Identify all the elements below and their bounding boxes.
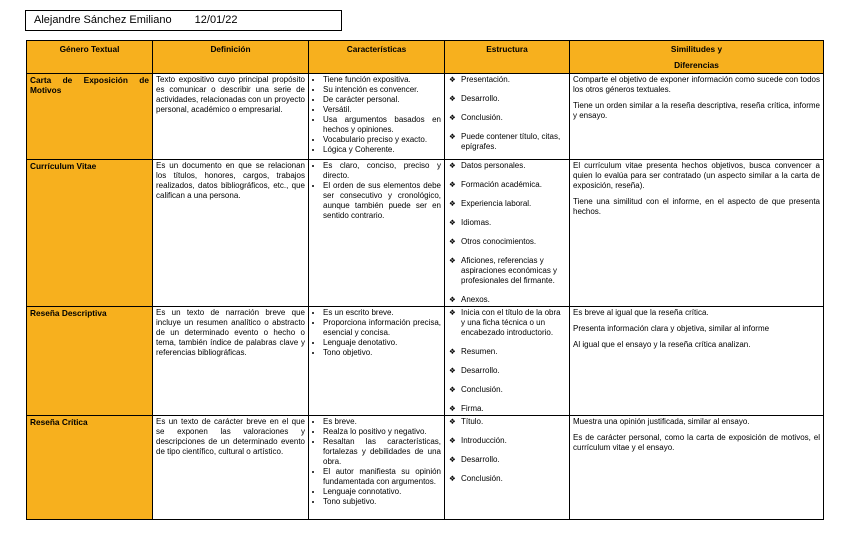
structure-item: ❖ Idiomas.: [449, 218, 566, 228]
similarity-paragraph: Presenta información clara y objetiva, similar al informe: [573, 324, 770, 333]
characteristic-item: • Tono objetivo.: [323, 348, 441, 358]
definition-cell: Es un documento en que se relacionan los títulos, honores, cargos, trabajos realizados, datos bibliográficos, etc., que califican a una persona.: [153, 160, 309, 307]
structure-item: ❖ Conclusión.: [449, 113, 566, 123]
characteristic-item: • Proporciona información precisa, esencial y concisa.: [323, 318, 441, 338]
characteristic-item: • Es claro, conciso, preciso y directo.: [323, 161, 441, 181]
characteristic-item: • Lenguaje denotativo.: [323, 338, 441, 348]
characteristic-item: • Realza lo positivo y negativo.: [323, 427, 441, 437]
structure-item: ❖ Desarrollo.: [449, 455, 566, 465]
structure-cell: [445, 416, 570, 520]
structure-cell: [445, 307, 570, 416]
characteristics-cell: [309, 416, 445, 520]
structure-item: ❖ Desarrollo.: [449, 94, 566, 104]
structure-item: ❖ Resumen.: [449, 347, 566, 357]
similarities-cell: [570, 307, 824, 416]
header-similarities-line2: Diferencias: [674, 60, 719, 70]
genre-cell: Reseña Descriptiva: [27, 307, 153, 416]
characteristic-item: • Tono subjetivo.: [323, 497, 441, 507]
characteristic-item: • Vocabulario preciso y exacto.: [323, 135, 441, 145]
characteristic-item: • El autor manifiesta su opinión fundamentada con argumentos.: [323, 467, 441, 487]
characteristic-item: • Versátil.: [323, 105, 441, 115]
characteristic-item: • Es breve.: [323, 417, 441, 427]
definition-cell: Texto expositivo cuyo principal propósito es comunicar o describir una serie de actividades, relacionadas con un proyecto personal, académico o empresarial.: [153, 74, 309, 160]
characteristic-item: • Es un escrito breve.: [323, 308, 441, 318]
genre-cell: Carta de Exposición de Motivos: [27, 74, 153, 160]
table-row: [27, 160, 824, 307]
definition-cell: Es un texto de narración breve que incluye un resumen analítico o abstracto de un determinado evento o hecho o tema, también índice de palabras clave y referencias bibliográficas.: [153, 307, 309, 416]
structure-item: ❖ Datos personales.: [449, 161, 566, 171]
similarity-paragraph: El currículum vitae presenta hechos objetivos, busca convencer a quien lo evalúa para ser contratado (un aspecto similar a la carta de exposición, reseña).: [573, 161, 820, 190]
structure-cell: [445, 74, 570, 160]
structure-item: ❖ Presentación.: [449, 75, 566, 85]
table-row: [27, 416, 824, 520]
similarity-paragraph: Es de carácter personal, como la carta de exposición de motivos, el currículum vitae y el ensayo.: [573, 433, 820, 452]
table-row: [27, 307, 824, 416]
characteristics-cell: [309, 160, 445, 307]
header-structure: Estructura: [445, 41, 570, 74]
genre-cell: Reseña Crítica: [27, 416, 153, 520]
characteristic-item: • Resaltan las características, fortalezas y debilidades de una obra.: [323, 437, 441, 467]
author-date-box: [25, 10, 342, 31]
similarity-paragraph: Muestra una opinión justificada, similar al ensayo.: [573, 417, 750, 426]
structure-item: ❖ Conclusión.: [449, 385, 566, 395]
similarities-cell: [570, 74, 824, 160]
structure-item: ❖ Inicia con el título de la obra y una ficha técnica o un encabezado introductorio.: [449, 308, 566, 338]
similarity-paragraph: Al igual que el ensayo y la reseña crítica analizan.: [573, 340, 751, 349]
characteristic-item: • Lenguaje connotativo.: [323, 487, 441, 497]
document-date: 12/01/22: [194, 14, 238, 26]
structure-item: ❖ Formación académica.: [449, 180, 566, 190]
header-characteristics: Características: [309, 41, 445, 74]
characteristic-item: • Su intención es convencer.: [323, 85, 441, 95]
structure-item: ❖ Aficiones, referencias y aspiraciones económicas y profesionales del firmante.: [449, 256, 566, 286]
structure-item: ❖ Título.: [449, 417, 566, 427]
structure-item: ❖ Anexos.: [449, 295, 566, 305]
structure-item: ❖ Introducción.: [449, 436, 566, 446]
genre-cell: Currículum Vitae: [27, 160, 153, 307]
characteristics-cell: [309, 307, 445, 416]
similarity-paragraph: Es breve al igual que la reseña crítica.: [573, 308, 709, 317]
characteristic-item: • De carácter personal.: [323, 95, 441, 105]
characteristic-item: • Tiene función expositiva.: [323, 75, 441, 85]
header-definition: Definición: [153, 41, 309, 74]
characteristic-item: • Lógica y Coherente.: [323, 145, 441, 155]
similarity-paragraph: Comparte el objetivo de exponer información como sucede con todos los otros géneros textuales.: [573, 75, 820, 94]
characteristics-cell: [309, 74, 445, 160]
header-similarities-line1: Similitudes y: [670, 44, 723, 54]
structure-cell: [445, 160, 570, 307]
author-name: Alejandre Sánchez Emiliano: [34, 14, 172, 26]
characteristic-item: • El orden de sus elementos debe ser consecutivo y cronológico, aunque también puede ser en sentido contrario.: [323, 181, 441, 221]
similarities-cell: [570, 160, 824, 307]
comparison-table: [26, 40, 824, 520]
structure-item: ❖ Experiencia laboral.: [449, 199, 566, 209]
structure-item: ❖ Conclusión.: [449, 474, 566, 484]
similarities-cell: [570, 416, 824, 520]
similarity-paragraph: Tiene un orden similar a la reseña descriptiva, reseña crítica, informe y ensayo.: [573, 101, 820, 120]
header-similarities: [570, 41, 824, 74]
definition-cell: Es un texto de carácter breve en el que se exponen las valoraciones y descripciones de un determinado evento de tipo científico, cultural o artístico.: [153, 416, 309, 520]
table-row: [27, 74, 824, 160]
header-genre: Género Textual: [27, 41, 153, 74]
structure-item: ❖ Puede contener título, citas, epígrafes.: [449, 132, 566, 152]
structure-item: ❖ Desarrollo.: [449, 366, 566, 376]
similarity-paragraph: Tiene una similitud con el informe, en el aspecto de que presenta hechos.: [573, 197, 820, 216]
characteristic-item: • Usa argumentos basados en hechos y opiniones.: [323, 115, 441, 135]
structure-item: ❖ Otros conocimientos.: [449, 237, 566, 247]
structure-item: ❖ Firma.: [449, 404, 566, 414]
